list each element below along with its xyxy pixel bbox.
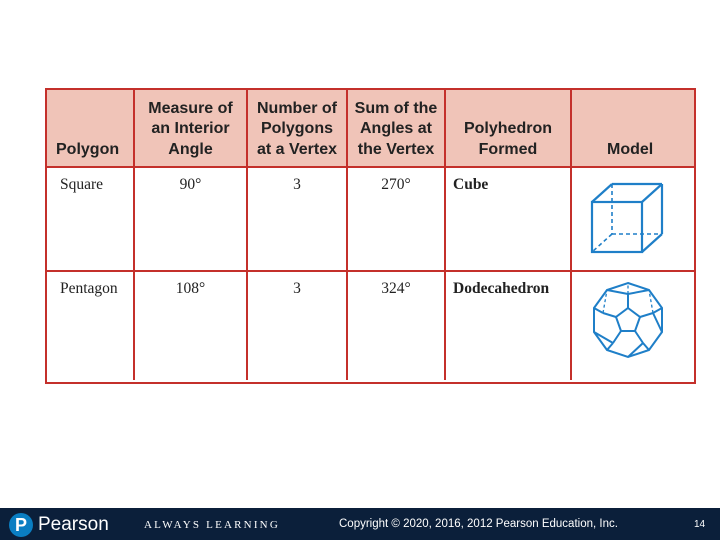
brand-name: Pearson [38,514,109,535]
cell-polyhedron: Cube [446,168,572,272]
cell-model-cube [572,168,694,272]
cell-count: 3 [248,168,348,272]
header-sum-of-angles: Sum of the Angles at the Vertex [348,90,446,168]
cell-sum: 324° [348,272,446,380]
tagline: ALWAYS LEARNING [144,519,280,531]
header-interior-angle: Measure of an Interior Angle [135,90,248,168]
cell-polygon: Pentagon [47,272,135,380]
cell-polygon: Square [47,168,135,272]
polyhedra-table [45,88,696,384]
dodecahedron-icon [588,280,668,360]
cell-count: 3 [248,272,348,380]
header-polyhedron-formed: Polyhedron Formed [446,90,572,168]
table-grid [47,90,694,382]
cell-angle: 108° [135,272,248,380]
header-polygons-at-vertex: Number of Polygons at a Vertex [248,90,348,168]
page-number: 14 [694,519,706,530]
header-model: Model [572,90,694,168]
logo-letter: P [15,515,28,535]
copyright-notice: Copyright © 2020, 2016, 2012 Pearson Education, Inc. [339,518,618,530]
header-polygon: Polygon [47,90,135,168]
footer-bar [0,508,720,540]
cell-angle: 90° [135,168,248,272]
cell-model-dodecahedron [572,272,694,380]
cell-polyhedron: Dodecahedron [446,272,572,380]
cell-sum: 270° [348,168,446,272]
cube-icon [586,178,666,258]
